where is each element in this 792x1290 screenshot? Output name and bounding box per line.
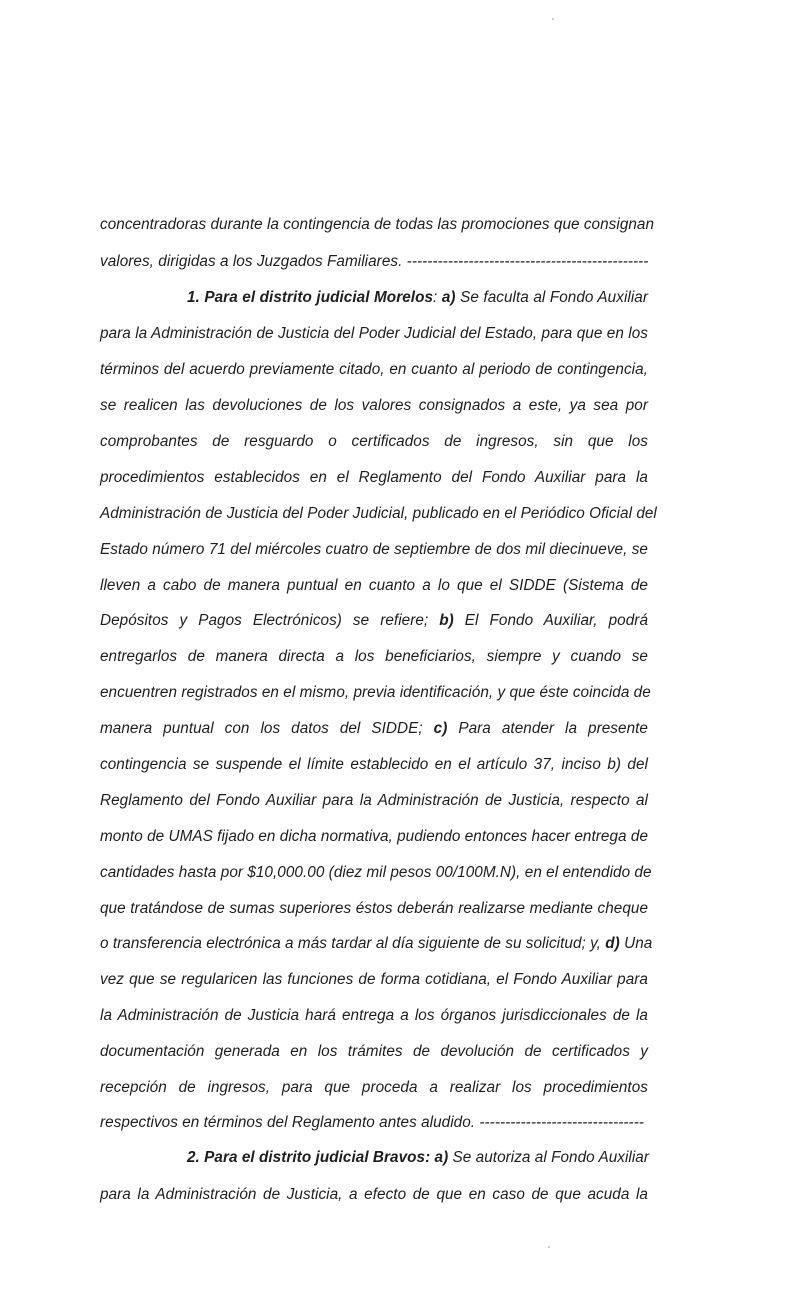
text-line: la Administración de Justicia hará entrega a los órganos jurisdiccionales de la <box>100 1007 648 1024</box>
text-line <box>100 934 653 954</box>
scan-speck <box>552 18 554 20</box>
text-line: valores, dirigidas a los Juzgados Familiares. ----------------------------------------------- <box>100 253 649 270</box>
text-line: que tratándose de sumas superiores éstos deberán realizarse mediante cheque <box>100 900 648 917</box>
text-line <box>100 719 648 739</box>
item-marker-a: a) <box>441 289 456 306</box>
text-line: Administración de Justicia del Poder Judicial, publicado en el Periódico Oficial del <box>100 505 657 522</box>
text-line: contingencia se suspende el límite establecido en el artículo 37, inciso b) del <box>100 756 648 773</box>
text-run: El Fondo Auxiliar, podrá <box>453 612 648 629</box>
scan-speck <box>548 1246 550 1248</box>
text-line: monto de UMAS fijado en dicha normativa, pudiendo entonces hacer entrega de <box>100 828 648 845</box>
text-run: manera puntual con los datos del SIDDE; <box>100 720 434 737</box>
text-run: Para atender la presente <box>447 720 648 737</box>
section-heading-bravos <box>187 1148 648 1168</box>
text-line: lleven a cabo de manera puntual en cuanto a lo que el SIDDE (Sistema de <box>100 577 648 594</box>
text-line: comprobantes de resguardo o certificados de ingresos, sin que los <box>100 433 648 450</box>
text-line: para la Administración de Justicia del Poder Judicial del Estado, para que en los <box>100 325 648 342</box>
text-line <box>100 611 648 631</box>
item-marker-c: c) <box>433 720 448 737</box>
text-line: vez que se regularicen las funciones de forma cotidiana, el Fondo Auxiliar para <box>100 971 648 988</box>
heading-text: 1. Para el distrito judicial Morelos <box>187 289 434 306</box>
text-line: Reglamento del Fondo Auxiliar para la Administración de Justicia, respecto al <box>100 792 648 809</box>
text-run: Depósitos y Pagos Electrónicos) se refiere; <box>100 612 440 629</box>
item-marker-a: a) <box>434 1149 449 1166</box>
text-line: cantidades hasta por $10,000.00 (diez mil pesos 00/100M.N), en el entendido de <box>100 864 652 881</box>
text-line: para la Administración de Justicia, a efecto de que en caso de que acuda la <box>100 1186 648 1203</box>
text-run: Una <box>619 935 653 952</box>
text-run: : <box>433 289 442 306</box>
item-marker-d: d) <box>605 935 620 952</box>
text-line: respectivos en términos del Reglamento antes aludido. -------------------------------- <box>100 1114 644 1131</box>
text-line: términos del acuerdo previamente citado, en cuanto al periodo de contingencia, <box>100 361 648 378</box>
text-line: entregarlos de manera directa a los beneficiarios, siempre y cuando se <box>100 648 648 665</box>
text-line: Estado número 71 del miércoles cuatro de septiembre de dos mil diecinueve, se <box>100 541 648 558</box>
item-marker-b: b) <box>439 612 454 629</box>
text-line: recepción de ingresos, para que proceda a realizar los procedimientos <box>100 1079 648 1096</box>
heading-text: 2. Para el distrito judicial Bravos: <box>187 1149 431 1166</box>
text-line: procedimientos establecidos en el Reglamento del Fondo Auxiliar para la <box>100 469 648 486</box>
text-line: se realicen las devoluciones de los valores consignados a este, ya sea por <box>100 397 648 414</box>
text-run: o transferencia electrónica a más tardar al día siguiente de su solicitud; y, <box>100 935 606 952</box>
text-run: Se autoriza al Fondo Auxiliar <box>448 1149 649 1166</box>
section-heading-morelos <box>187 288 648 308</box>
text-run: Se faculta al Fondo Auxiliar <box>455 289 648 306</box>
text-line: encuentren registrados en el mismo, previa identificación, y que éste coincida de <box>100 684 651 701</box>
text-line: documentación generada en los trámites de devolución de certificados y <box>100 1043 648 1060</box>
text-line: concentradoras durante la contingencia de todas las promociones que consignan <box>100 216 655 233</box>
